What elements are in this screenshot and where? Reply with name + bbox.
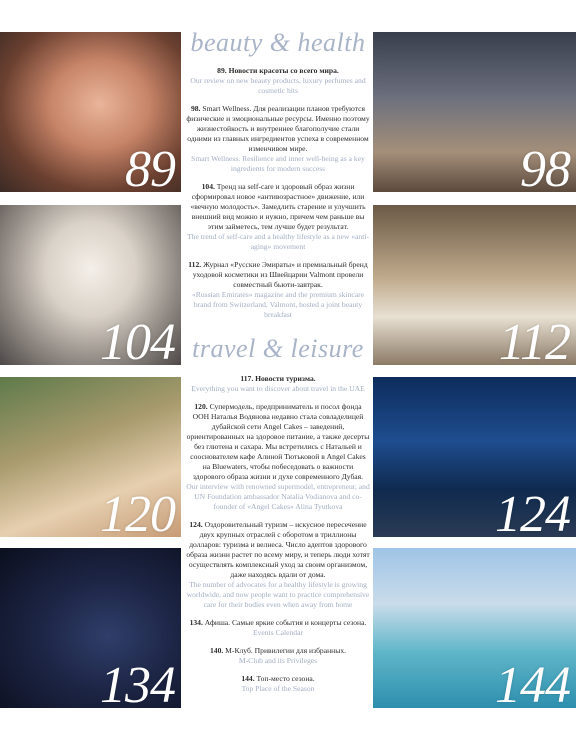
contents-entry[interactable]: [186, 618, 370, 638]
section-title-travel: travel & leisure: [192, 334, 364, 363]
photo-violinist: [0, 548, 181, 708]
page-number: 89: [125, 141, 175, 192]
contents-entry[interactable]: [186, 402, 370, 512]
contents-entry[interactable]: [186, 66, 370, 96]
contents-entry[interactable]: [186, 646, 370, 666]
page-number: 98: [520, 141, 570, 192]
entry-number: 104.: [201, 182, 215, 191]
entry-title-ru: Новости красоты со всего мира.: [228, 66, 339, 75]
photo-beauty-news: [0, 32, 181, 192]
page-number: 112: [498, 314, 570, 365]
entry-title-en: The number of advocates for a healthy lifestyle is growing worldwide, and now people want to practice comprehensive care for their bodies even when away from home: [186, 580, 370, 609]
entry-title-en: Everything you want to discover about travel in the UAE: [191, 384, 365, 393]
photo-wellness-tourism: [373, 377, 576, 537]
entry-title-ru: Топ-место сезона.: [256, 674, 315, 683]
entry-title-ru: Супермодель, предприниматель и посол фонда ООН Наталья Водянова недавно стала совладелицей дубайской сети Angel Cakes – заведений, ориентированных на здоровое питание, а также десерты без глютена и сахара. Мы встретились с Натальей и сооснователем кафе Алиной Тютьковой в Angel Cakes на Bluewaters, чтобы побеседовать о важности здорового образа жизни и духе современного Дубая.: [186, 402, 370, 481]
entry-title-en: «Russian Emirates» magazine and the premium skincare brand from Switzerland, Valmont, hosted a joint beauty breakfast: [191, 290, 365, 319]
entry-number: 134.: [189, 618, 203, 627]
page-number: 144: [495, 657, 570, 708]
entry-number: 112.: [188, 260, 202, 269]
entry-number: 140.: [209, 646, 224, 655]
photo-angel-cakes: [0, 377, 181, 537]
contents-entry[interactable]: [186, 104, 370, 174]
entry-title-en: Events Calendar: [253, 628, 303, 637]
entry-number: 117.: [240, 374, 254, 383]
entry-title-ru: M-Клуб. Привилегии для избранных.: [225, 646, 347, 655]
travel-contents-list: [186, 374, 370, 702]
entry-title-ru: Smart Wellness. Для реализации планов требуются физические и эмоциональные ресурсы. Именно поэтому жизнестойкость и внутреннее благополучие стали одними из главных ингредиентов успеха в современном изменчивом мире.: [186, 104, 370, 153]
entry-title-en: The trend of self-care and a healthy lifestyle as a new «anti-aging» movement: [187, 232, 369, 251]
entry-title-ru: Новости туризма.: [255, 374, 316, 383]
contents-entry[interactable]: [186, 260, 370, 320]
photo-beauty-breakfast: [373, 205, 576, 365]
entry-title-en: Top Place of the Season: [241, 684, 315, 693]
page-number: 124: [495, 486, 570, 537]
page-number: 134: [100, 657, 175, 708]
entry-title-ru: Тренд на self-care и здоровый образ жизни сформировал новое «антивозрастное» движение, или «вечную молодость». Замедлить старение и улучшить внешний вид можно и нужно, причем чем раньше вы этим займетесь, тем лучше будет результат.: [190, 182, 366, 231]
entry-number: 98.: [190, 104, 201, 113]
photo-smart-wellness: [373, 32, 576, 192]
entry-title-en: M-Club and its Privileges: [238, 656, 318, 665]
entry-title-ru: Афиша. Самые яркие события и концерты сезона.: [204, 618, 367, 627]
entry-title-en: Our interview with renowned supermodel, entrepreneur, and UN Foundation ambassador Natalia Vodianova and co-founder of «Angel Cakes» Alina Tyutkova: [186, 482, 370, 511]
section-title-beauty: beauty & health: [190, 28, 366, 57]
entry-number: 120.: [194, 402, 208, 411]
entry-number: 89.: [217, 66, 227, 75]
entry-number: 144.: [241, 674, 255, 683]
entry-title-ru: Журнал «Русские Эмираты» и премиальный бренд уходовой косметики из Швейцарии Valmont провели совместный бьюти-завтрак.: [192, 260, 368, 289]
contents-entry[interactable]: [186, 674, 370, 694]
entry-title-ru: Оздоровительный туризм – искусное пересечение двух крупных отраслей с оборотом в триллионы долларов: туризма и велнеса. Число адептов здорового образа жизни растет по всему миру, и теперь люди хотят осуществлять комплексный уход за своим организмом, даже находясь вдали от дома.: [186, 520, 370, 579]
photo-top-place: [373, 548, 576, 708]
page-number: 120: [100, 486, 175, 537]
contents-entry[interactable]: [186, 182, 370, 252]
entry-title-en: Smart Wellness. Resilience and inner well-being as a key ingredients for modern success: [191, 154, 365, 173]
entry-number: 124.: [189, 520, 203, 529]
photo-anti-aging: [0, 205, 181, 365]
contents-entry[interactable]: [186, 520, 370, 610]
contents-entry[interactable]: [186, 374, 370, 394]
entry-title-en: Our review on new beauty products, luxury perfumes and cosmetic hits: [190, 76, 366, 95]
page-number: 104: [100, 314, 175, 365]
beauty-contents-list: [186, 66, 370, 328]
